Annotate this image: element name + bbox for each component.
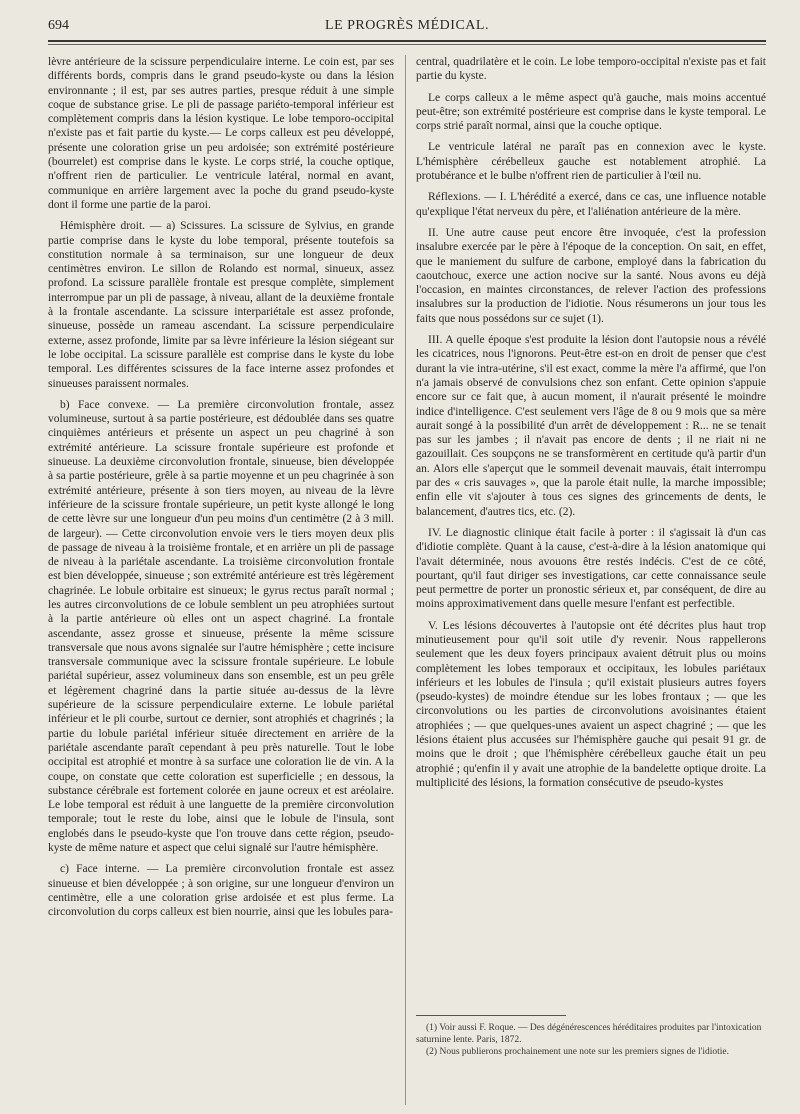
paragraph: II. Une autre cause peut encore être invoquée, c'est la profession insalubre exercée par le père à l'époque de la conception. On sait, en effet, que le maniement du sulfure de carbone, employé dans la fabrication du caoutchouc, exerce une action nocive sur la santé. Nous avons eu déjà l'occasion, en maintes circonstances, de relever l'action des professions insalubres sur la production de l'idiotie. Nous résumerons un jour tous les faits que nous possédons sur ce sujet (1). — [416, 226, 766, 325]
footnote: (1) Voir aussi F. Roque. — Des dégénérescences héréditaires produites par l'intoxication saturnine lente. Paris, 1872. — [416, 1023, 762, 1045]
page-header — [48, 18, 766, 40]
paragraph: c) Face interne. — La première circonvolution frontale est assez sinueuse et bien développée ; à son origine, sur une longueur d'environ un centimètre, elle a une coloration grise ardoisée et est plus ferme. La circonvolution du corps calleux est bien nourrie, ainsi que les lobules para- — [48, 863, 394, 919]
column-divider — [405, 55, 406, 1105]
header-rule — [48, 40, 766, 42]
paragraph: Le corps calleux a le même aspect qu'à gauche, mais moins accentué peut-être; son extrémité postérieure est comprise dans le kyste temporal. Le corps strié paraît normal, ainsi que la couche optique. — [416, 91, 766, 133]
paragraph: III. A quelle époque s'est produite la lésion dont l'autopsie nous a révélé les cicatrices, nous l'ignorons. Peut-être est-on en droit de penser que c'est durant la vie intra-utérine, s'il est exact, comme la mère l'a affirmé, que l'on n'a jamais observé de convulsions chez son enfant. Cette opinion s'appuie encore sur ce fait que, à aucun moment, il n'aurait présenté le moindre indice d'intelligence. C'est seulement vers l'âge de 8 ou 9 mois que sa mère aurait songé à la possibilité d'un arrêt de développement : R... ne se tenait pas sur les jambes ; il n'avait pas encore de dents ; il ne riait ni ne gazouillait. Ces soupçons ne se transformèrent en certitude qu'à partir d'un an. Alors elle s'aperçut que le sommeil devenait mauvais, était interrompu par des « cris sauvages », que la parole était nulle, la marche impossible; enfin elle vit s'ajouter à tous ces signes des grincements de dents, le balancement, d'autres tics, etc. (2). — [416, 334, 766, 518]
paragraph: central, quadrilatère et le coin. Le lobe temporo-occipital n'existe pas et fait partie du kyste. — [416, 56, 766, 83]
paragraph: Réflexions. — I. L'hérédité a exercé, dans ce cas, une influence notable qu'explique l'état nerveux du père, et l'aliénation antérieure de la mère. — [416, 191, 766, 218]
right-column — [416, 55, 766, 797]
header-rule-thin — [48, 44, 766, 45]
paragraph: V. Les lésions découvertes à l'autopsie ont été décrites plus haut trop minutieusement pour qu'il soit utile d'y revenir. Nous rappellerons seulement que les deux foyers principaux avaient détruit plus ou moins complètement les lobes temporaux et occipitaux, les lobules pariétaux inférieurs et les lobules de l'insula ; qu'il existait plusieurs autres foyers (pseudo-kystes) de moindre étendue sur les lobes frontaux ; — que les circonvolutions ou les parties de circonvolutions avoisinantes étaient atrophiées ; — que quelques-unes avaient un aspect chagriné ; — que les lésions étaient plus accusées sur l'hémisphère gauche qui pesait 91 gr. de moins que le droit ; que l'hémisphère cérébelleux gauche était un peu atrophié ; qu'enfin il y avait une atrophie de la bandelette optique droite. La multiplicité des lésions, la formation consécutive de pseudo-kystes — [416, 619, 766, 789]
footnote-rule — [416, 1015, 566, 1016]
footnotes — [416, 1022, 766, 1058]
left-column — [48, 55, 394, 927]
paragraph: IV. Le diagnostic clinique était facile à porter : il s'agissait là d'un cas d'idiotie complète. Quant à la cause, c'est-à-dire à la lésion anatomique qui l'avait déterminée, nous avouons être restés indécis. C'est de ce côté, pourtant, qu'il faut diriger ses investigations, car cette connaissance seule peut permettre de porter un pronostic sérieux et, par conséquent, de dire au moins approximativement dans quelle mesure l'enfant est perfectible. — [416, 526, 766, 611]
page-number: 694 — [48, 18, 69, 33]
paragraph: b) Face convexe. — La première circonvolution frontale, assez volumineuse, surtout à sa partie postérieure, est dédoublée dans ses quatre cinquièmes antérieurs et présente un aspect un peu chagriné à son extrémité antérieure. La scissure frontale supérieure est profonde et sinueuse. La deuxième circonvolution frontale, sinueuse, bien développée à sa partie postérieure, grêle à sa partie moyenne et un peu chagrinée à son extrémité antérieure, présente à son tiers moyen, au niveau de la lèvre inférieure de la scissure frontale supérieure, un petit kyste allongé le long de cette lèvre sur une longueur d'un peu moins d'un centimètre (2 à 3 mill. de largeur). — Cette circonvolution envoie vers le tiers moyen deux plis de passage de niveau à la troisième frontale, et en arrière un pli de passage de niveau à la pariétale ascendante. La troisième circonvolution frontale est bien développée, sinueuse ; son extrémité antérieure est très légèrement chagrinée. Le lobule orbitaire est sinueux; le gyrus rectus paraît normal ; les autres circonvolutions de ce lobule semblent un peu atrophiées surtout à la partie antérieure où elles ont un aspect chagriné. La frontale ascendante, assez grosse et sinueuse, présente la même scissure transversale que nous avons signalée sur l'autre hémisphère ; cette incisure transversale communique avec la scissure frontale supérieure. Le lobule pariétal supérieur, assez volumineux dans son ensemble, est un peu grêle et légèrement chagriné dans la partie située au-dessus de la lèvre supérieure de la scissure perpendiculaire externe. Le lobule pariétal inférieur et le pli courbe, surtout ce dernier, sont atrophiés et chagrinés ; la partie du lobule pariétal inférieur située directement en arrière de la pariétale ascendante paraît cependant à peu près naturelle. Tout le lobe occipital est atrophié et montre à sa surface une coloration lie de vin. A la coupe, on constate que cette coloration est superficielle ; en dessous, la substance cérébrale est fortement colorée en jaune ocreux et est aréolaire. Le lobe temporal est réduit à une languette de la première circonvolution temporale; tout le reste du lobe, ainsi que le lobule de l'insula, sont englobés dans le pseudo-kyste que l'on trouve dans cette région, pseudo-kyste de même nature et aspect que celui signalé sur l'autre hémisphère. — [48, 398, 394, 855]
paragraph: Hémisphère droit. — a) Scissures. La scissure de Sylvius, en grande partie comprise dans le kyste du lobe temporal, présente toutefois sa constitution normale à sa terminaison, sur une longueur de deux centimètres environ. Le sillon de Rolando est normal, sinueux, assez profond. La scissure parallèle frontale est presque complète, simplement interrompue par un pli de passage, à niveau, allant de la deuxième frontale à la frontale ascendante. La scissure interpariétale est assez profonde, sinueuse, possède un rameau ascendant. La scissure perpendiculaire externe, assez profonde, limite par sa lèvre inférieure la lésion siégeant sur le lobe occipital. La scissure parallèle est comprise dans le kyste du lobe temporal. Les différentes scissures de la face interne assez profondes et sinueuses paraissent normales. — [48, 220, 394, 390]
journal-title: LE PROGRÈS MÉDICAL. — [325, 18, 489, 33]
paragraph: Le ventricule latéral ne paraît pas en connexion avec le kyste. L'hémisphère cérébelleux gauche est notablement atrophié. La protubérance et le bulbe n'offrent rien de particulier à l'œil nu. — [416, 141, 766, 183]
footnote: (2) Nous publierons prochainement une note sur les premiers signes de l'idiotie. — [426, 1047, 730, 1057]
paragraph: lèvre antérieure de la scissure perpendiculaire interne. Le coin est, par ses différents bords, compris dans le grand pseudo-kyste ou dans la lésion environnante ; il est, par ses autres parties, presque réduit à une simple coque de substance grise. Le pli de passage pariéto-temporal inférieur est complètement compris dans la lésion kystique. Le lobe temporo-occipital n'existe pas et fait partie du kyste.— Le corps calleux est peu développé, présente une coloration grise un peu ardoisée; son extrémité postérieure (bourrelet) est comprise dans le kyste. Le corps strié, la couche optique, n'offrent rien de particulier. Le ventricule latéral, normal en avant, communique en arrière largement avec la poche du grand pseudo-kyste dont il forme une partie de la paroi. — [48, 56, 394, 211]
